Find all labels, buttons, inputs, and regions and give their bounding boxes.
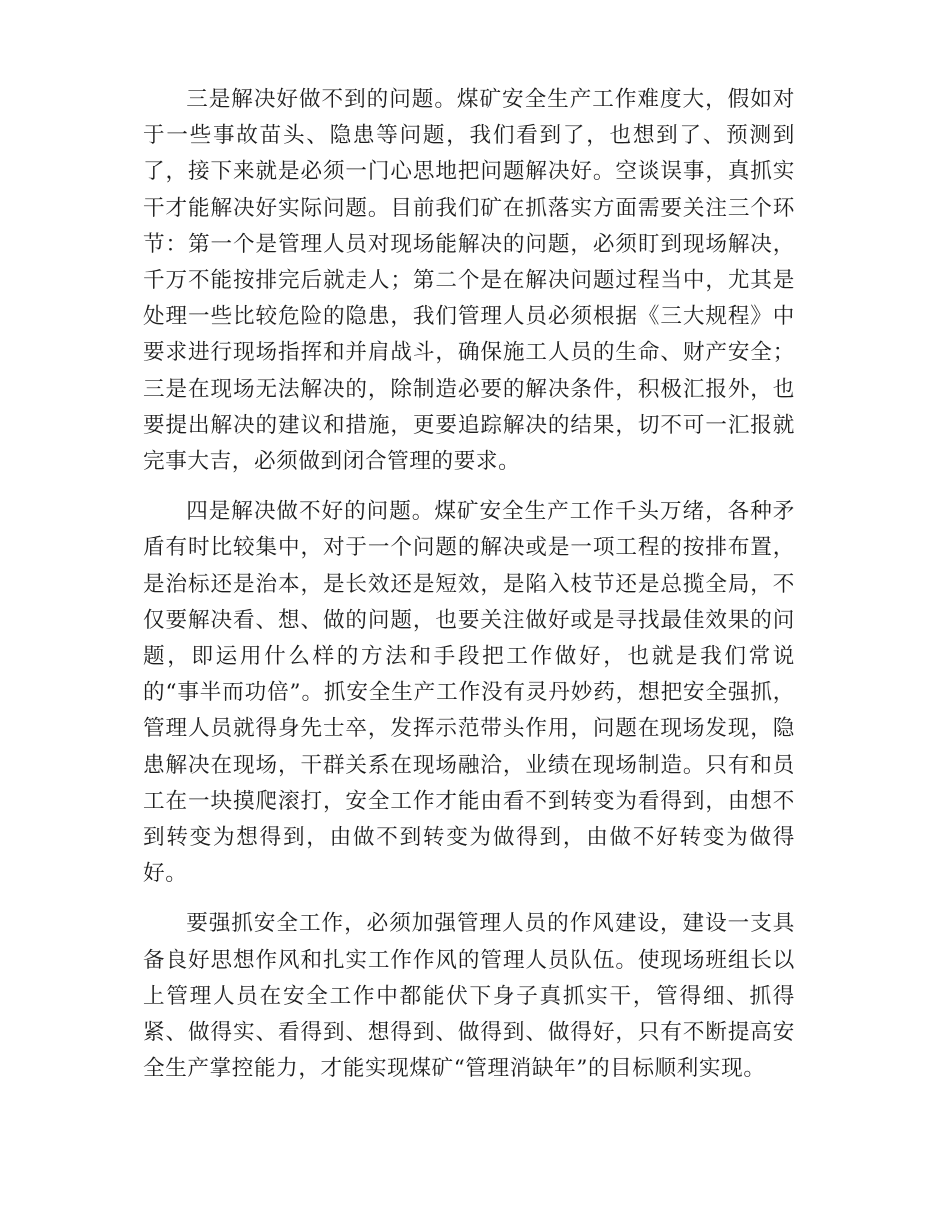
paragraph-unsolved-problems: 三是解决好做不到的问题。煤矿安全生产工作难度大，假如对于一些事故苗头、隐患等问题，我们看到了，也想到了、预测到了，接下来就是必须一门心思地把问题解决好。空谈误事，真抓实干才能解决好实际问题。目前我们矿在抓落实方面需要关注三个环节：第一个是管理人员对现场能解决的问题，必须盯到现场解决，千万不能按排完后就走人；第二个是在解决问题过程当中，尤其是处理一些比较危险的隐患，我们管理人员必须根据《三大规程》中要求进行现场指挥和并肩战斗，确保施工人员的生命、财产安全；三是在现场无法解决的，除制造必要的解决条件，积极汇报外，也要提出解决的建议和措施，更要追踪解决的结果，切不可一汇报就完事大吉，必须做到闭合管理的要求。 bbox=[143, 87, 795, 475]
paragraph-poorly-done-problems: 四是解决做不好的问题。煤矿安全生产工作千头万绪，各种矛盾有时比较集中，对于一个问题的解决或是一项工程的按排布置，是治标还是治本，是长效还是短效，是陷入枝节还是总揽全局，不仅要解决看、想、做的问题，也要关注做好或是寻找最佳效果的问题，即运用什么样的方法和手段把工作做好，也就是我们常说的“事半而功倍”。抓安全生产工作没有灵丹妙药，想把安全强抓，管理人员就得身先士卒，发挥示范带头作用，问题在现场发现，隐患解决在现场，干群关系在现场融洽，业绩在现场制造。只有和员工在一块摸爬滚打，安全工作才能由看不到转变为看得到，由想不到转变为想得到，由做不到转变为做得到，由做不好转变为做得好。 bbox=[143, 499, 795, 887]
paragraph-management-style: 要强抓安全工作，必须加强管理人员的作风建设，建设一支具备良好思想作风和扎实工作作风的管理人员队伍。使现场班组长以上管理人员在安全工作中都能伏下身子真抓实干，管得细、抓得紧、做得实、看得到、想得到、做得到、做得好，只有不断提高安全生产掌控能力，才能实现煤矿“管理消缺年”的目标顺利实现。 bbox=[143, 911, 795, 1082]
document-body bbox=[143, 82, 795, 1087]
